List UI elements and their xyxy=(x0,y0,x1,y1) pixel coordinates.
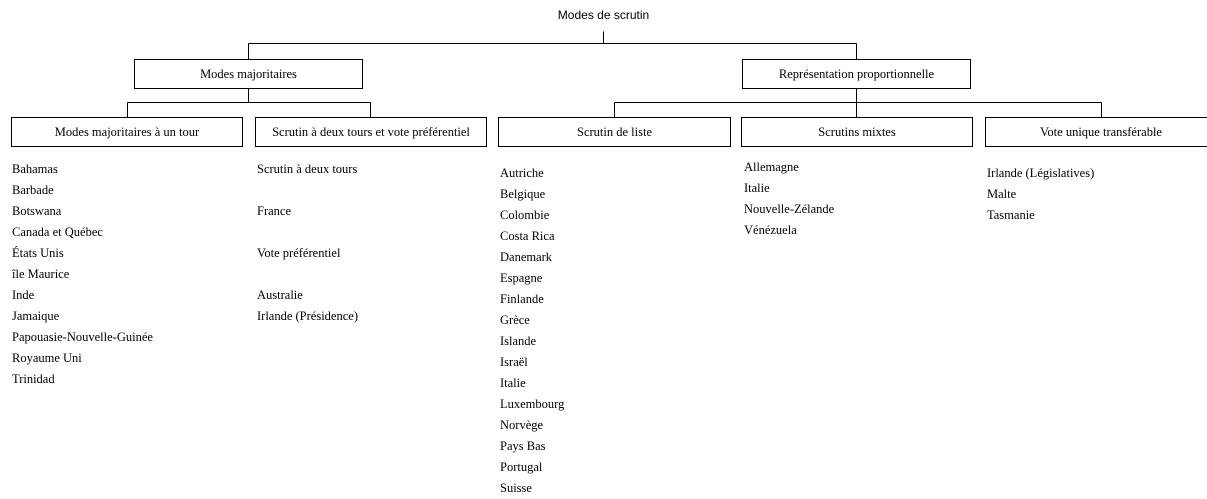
node-modes-majoritaires: Modes majoritaires xyxy=(134,59,363,89)
list-item: Canada et Québec xyxy=(12,225,103,239)
list-spacer xyxy=(257,222,358,243)
node-vote-unique-transferable: Vote unique transférable xyxy=(985,117,1207,147)
list-vote-unique-transferable xyxy=(987,163,1094,226)
node-deux-tours-preferentiel: Scrutin à deux tours et vote préférentiel xyxy=(255,117,487,147)
list-item: Tasmanie xyxy=(987,208,1035,222)
list-item: Portugal xyxy=(500,460,543,474)
list-item: Norvège xyxy=(500,418,544,432)
list-item: Suisse xyxy=(500,481,532,495)
list-item: Royaume Uni xyxy=(12,351,82,365)
list-majoritaires-un-tour xyxy=(12,159,153,390)
list-item: Islande xyxy=(500,334,537,348)
list-item: île Maurice xyxy=(12,267,70,281)
list-item: Luxembourg xyxy=(500,397,565,411)
list-item: Irlande (Présidence) xyxy=(257,309,358,323)
list-item: Nouvelle-Zélande xyxy=(744,202,835,216)
list-item: Italie xyxy=(744,181,770,195)
list-spacer xyxy=(257,180,358,201)
list-item: France xyxy=(257,204,292,218)
list-item: Autriche xyxy=(500,166,544,180)
list-item: Irlande (Législatives) xyxy=(987,166,1095,180)
list-item: Bahamas xyxy=(12,162,58,176)
list-item: Malte xyxy=(987,187,1017,201)
list-item: Colombie xyxy=(500,208,550,222)
list-item: Danemark xyxy=(500,250,553,264)
list-item: Vénézuela xyxy=(744,223,797,237)
subgroup-heading: Vote préférentiel xyxy=(257,246,341,260)
list-scrutin-de-liste xyxy=(500,163,564,499)
list-item: Allemagne xyxy=(744,160,799,174)
list-deux-tours-preferentiel xyxy=(257,159,358,327)
list-scrutins-mixtes xyxy=(744,157,834,241)
list-spacer xyxy=(257,264,358,285)
list-item: Barbade xyxy=(12,183,54,197)
list-item: Papouasie-Nouvelle-Guinée xyxy=(12,330,153,344)
node-majoritaires-un-tour: Modes majoritaires à un tour xyxy=(11,117,243,147)
list-item: Belgique xyxy=(500,187,546,201)
list-item: Grèce xyxy=(500,313,530,327)
list-item: Finlande xyxy=(500,292,544,306)
list-item: Israël xyxy=(500,355,528,369)
node-representation-proportionnelle: Représentation proportionnelle xyxy=(742,59,971,89)
list-item: Italie xyxy=(500,376,526,390)
subgroup-heading: Scrutin à deux tours xyxy=(257,162,358,176)
list-item: Pays Bas xyxy=(500,439,546,453)
list-item: Costa Rica xyxy=(500,229,555,243)
diagram-title: Modes de scrutin xyxy=(557,8,650,22)
list-item: Espagne xyxy=(500,271,543,285)
list-item: Inde xyxy=(12,288,35,302)
list-item: Botswana xyxy=(12,204,62,218)
list-item: États Unis xyxy=(12,246,64,260)
node-scrutin-de-liste: Scrutin de liste xyxy=(498,117,731,147)
list-item: Trinidad xyxy=(12,372,55,386)
list-item: Jamaique xyxy=(12,309,60,323)
list-item: Australie xyxy=(257,288,303,302)
node-scrutins-mixtes: Scrutins mixtes xyxy=(741,117,973,147)
